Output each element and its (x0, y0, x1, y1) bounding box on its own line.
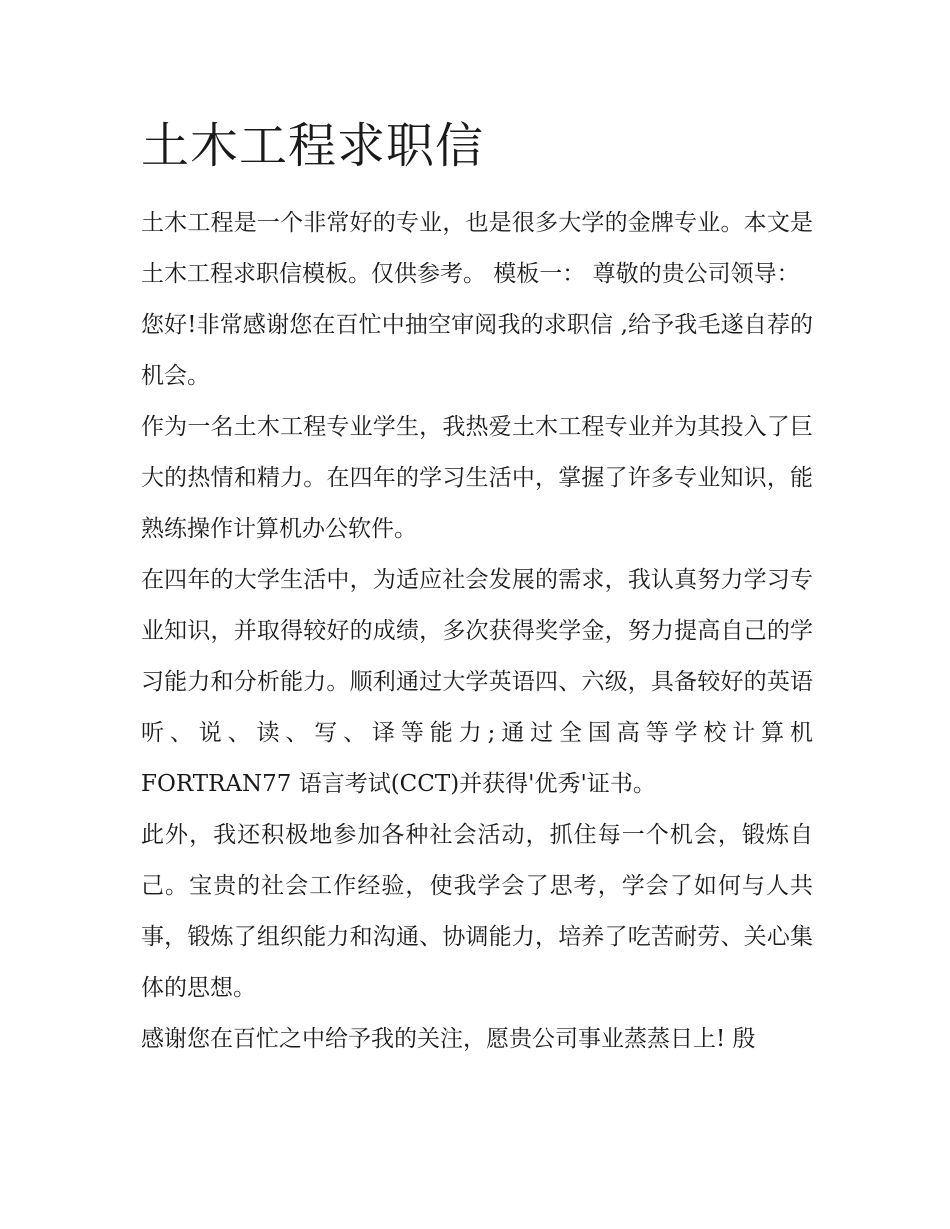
paragraph-intro: 土木工程是一个非常好的专业，也是很多大学的金牌专业。本文是土木工程求职信模板。仅供参考。 模板一： 尊敬的贵公司领导： (141, 210, 813, 287)
paragraph-activities: 此外，我还积极地参加各种社会活动，抓住每一个机会，锻炼自己。宝贵的社会工作经验，使我学会了思考，学会了如何与人共事，锻炼了组织能力和沟通、协调能力，培养了吃苦耐劳、关心集体的思想。 (141, 822, 813, 1001)
paragraph-closing: 感谢您在百忙之中给予我的关注，愿贵公司事业蒸蒸日上! 殷 (141, 1026, 756, 1052)
document-title: 土木工程求职信 (141, 118, 485, 174)
paragraph-study: 在四年的大学生活中，为适应社会发展的需求，我认真努力学习专业知识，并取得较好的成绩，多次获得奖学金，努力提高自己的学习能力和分析能力。顺利通过大学英语四、六级，具备较好的英语听、说、读、写、译等能力;通过全国高等学校计算机 FORTRAN77 语言考试(CCT)并获得'优秀'证书。 (141, 567, 813, 797)
document-content (141, 112, 813, 1065)
paragraph-greeting: 您好!非常感谢您在百忙中抽空审阅我的求职信 ,给予我毛遂自荐的机会。 (141, 312, 813, 389)
paragraph-major: 作为一名土木工程专业学生，我热爱土木工程专业并为其投入了巨大的热情和精力。在四年的学习生活中，掌握了许多专业知识，能熟练操作计算机办公软件。 (141, 414, 813, 542)
document-body (141, 198, 813, 1065)
